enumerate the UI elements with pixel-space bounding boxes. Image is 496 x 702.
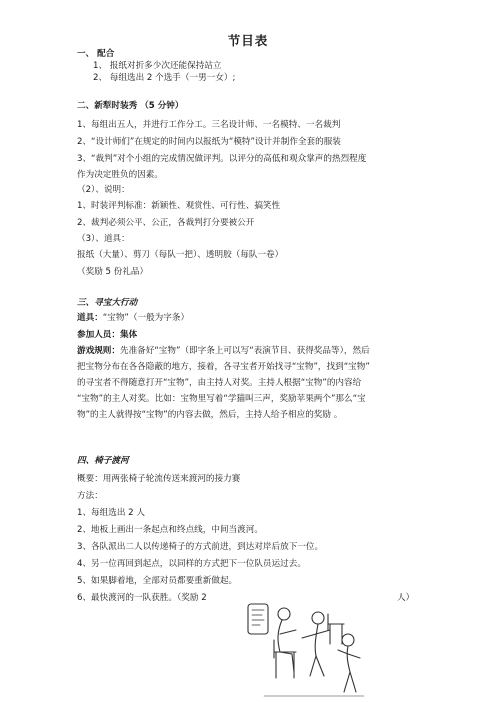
text-line: 方法：: [77, 491, 103, 501]
rules-label: 游戏规则：: [77, 346, 120, 356]
participants-label: 参加人员：: [77, 330, 120, 340]
text-line: 的寻宝者不得随意打开“宝物”，由主持人对奖。主持人根据“宝物”的内容给: [77, 378, 362, 388]
rules-line: [77, 346, 370, 357]
rules-text: 先准备好“宝物”（即字条上可以写“表演节目、获得奖品等），然后: [119, 346, 370, 356]
text-line: （3）、道具：: [77, 234, 130, 244]
text-line: 报纸（大量）、剪刀（每队一把）、透明胶（每队一卷）: [77, 250, 284, 260]
props-line: [77, 313, 189, 324]
chair-relay-illustration: [244, 600, 372, 702]
props-value: “宝物”（一般为字条）: [102, 313, 190, 323]
section-2-heading: 二、新犁时装秀 （5 分钟）: [77, 101, 184, 111]
text-line: 1、每组选出 2 人: [77, 508, 145, 518]
last-line-right: 人）: [397, 593, 415, 603]
text-line: 1、每组出五人，并进行工作分工。三名设计师、一名模特、一名裁判: [77, 120, 341, 130]
list-item: 2、 每组选出 2 个选手（一男一女）;: [93, 73, 236, 83]
text-line: 概要：用两张椅子轮流传送来渡河的接力赛: [77, 474, 241, 484]
props-label: 道具：: [77, 313, 103, 323]
text-line: （2）、说明：: [77, 185, 130, 195]
participants-line: [77, 330, 137, 341]
text-line: 3、“裁判”对个小组的完成情况做评判。以评分的高低和观众掌声的热烈程度: [77, 154, 367, 164]
list-item: 1、 报纸对折多少次还能保持站立: [93, 61, 222, 71]
text-line: 3、各队派出二人以传递椅子的方式前进，到达对岸后放下一位。: [77, 542, 324, 552]
section-3-heading: 三、寻宝大行动: [77, 298, 138, 308]
last-line-left: 6、最快渡河的一队获胜。（奖励 2: [77, 593, 207, 603]
text-line: 1、时装评判标准：新颖性、观赏性、可行性、搞笑性: [77, 201, 281, 211]
text-line: 2、裁判必须公平、公正，各裁判打分要被公开: [77, 218, 255, 228]
text-line: “宝物”的主人对奖。比如：宝物里写着“学猫叫三声，奖励苹果两个”那么“宝: [77, 394, 366, 404]
text-line: （奖励 5 份礼品）: [77, 267, 149, 277]
section-1-heading: 一、 配合: [77, 49, 115, 59]
text-line: 作为决定胜负的因素。: [77, 170, 163, 180]
text-line: 2、地板上画出一条起点和终点线，中间当渡河。: [77, 525, 263, 535]
page-title: 节目表: [227, 33, 269, 48]
section-4-heading: 四、椅子渡河: [77, 456, 129, 466]
participants-value: 集体: [119, 330, 138, 340]
text-line: 5、如果脚着地，全部对员都要重新做起。: [77, 576, 238, 586]
text-line: 物”的主人就得按“宝物”的内容去做，然后，主持人给予相应的奖励 。: [77, 410, 343, 420]
text-line: 把宝物分布在各各隐蔽的地方，接着，各寻宝者开始找寻“宝物”，找到“宝物”: [77, 362, 370, 372]
text-line: 4、另一位再回到起点，以同样的方式把下一位队员运过去。: [77, 559, 306, 569]
text-line: 2、“设计师们”在规定的时间内以报纸为“模特”设计并制作全套的服装: [77, 137, 341, 147]
